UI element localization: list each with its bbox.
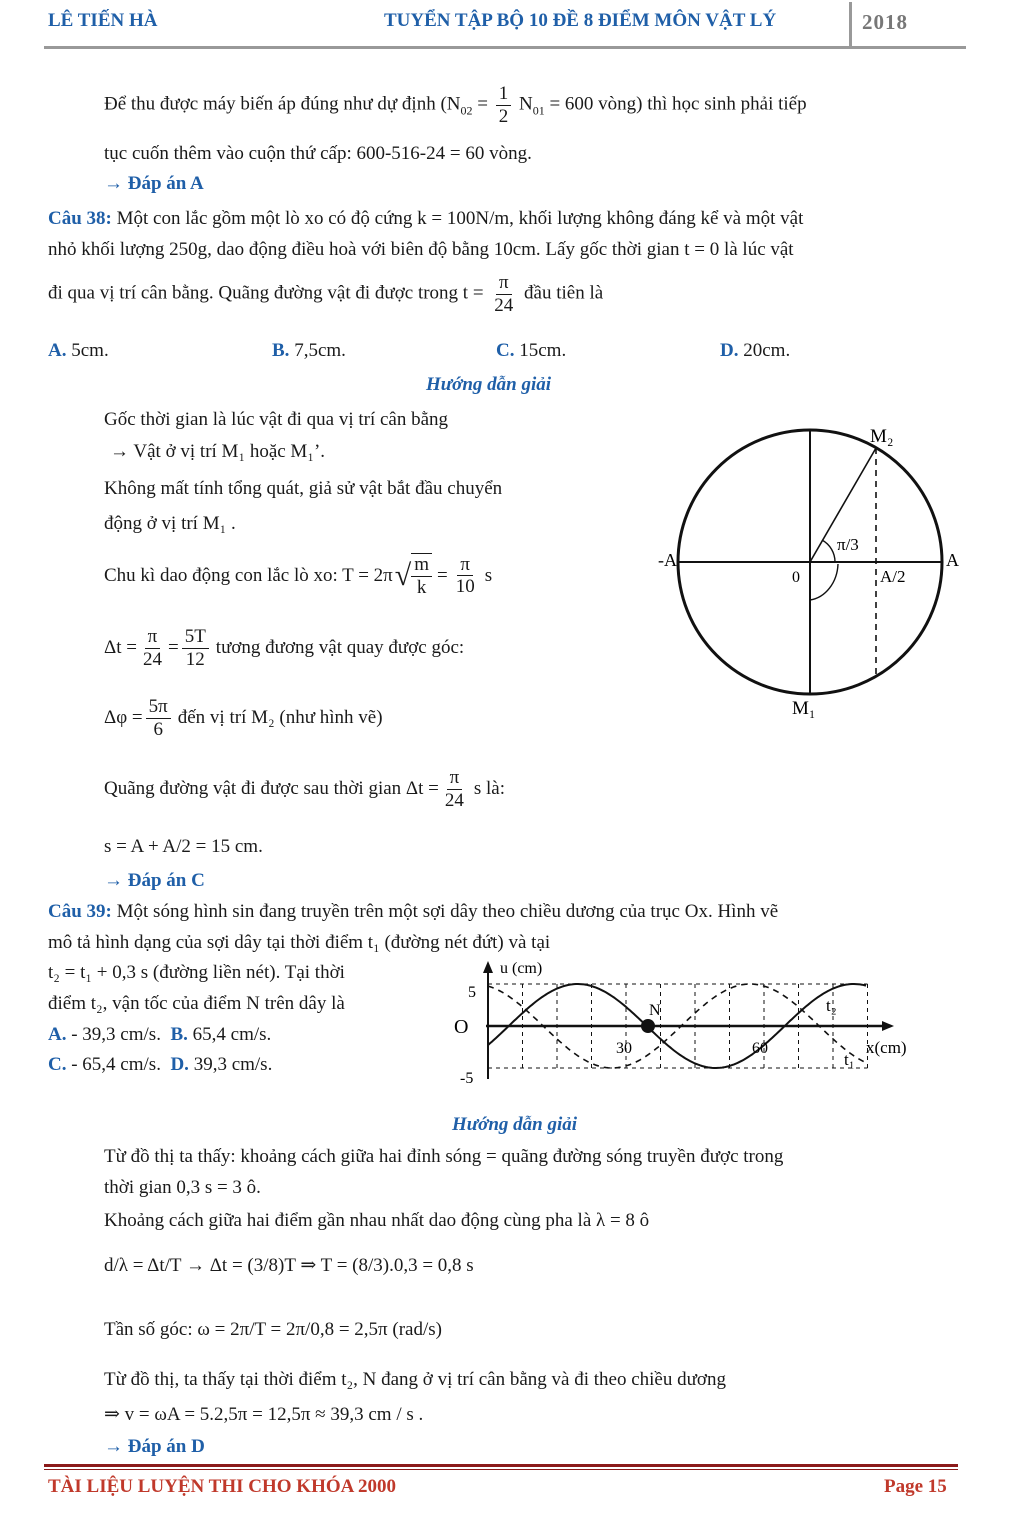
q38-option-d [720, 340, 790, 362]
q38-step3: Không mất tính tổng quát, giả sử vật bắt đầu chuyển [104, 478, 503, 499]
fraction [146, 696, 171, 741]
text: Chu kì dao động con lắc lò xo: T = 2π [104, 564, 393, 586]
text: tương đương vật quay được góc: [215, 637, 465, 659]
text: đi qua vị trí cân bằng. Quãng đường vật đi được trong t = [48, 282, 489, 304]
numerator: π [447, 767, 463, 790]
unit: s [484, 564, 493, 586]
option-key: C. [48, 1054, 67, 1075]
denominator: 2 [498, 105, 509, 127]
label-y-neg: -5 [460, 1070, 474, 1087]
option-key: D. [720, 340, 739, 361]
q38-step1: Gốc thời gian là lúc vật đi qua vị trí cân bằng [104, 409, 449, 430]
q39-velocity: ⇒ v = ωA = 5.2,5π = 12,5π ≈ 39,3 cm / s . [104, 1404, 424, 1425]
text: Δt = [104, 637, 137, 659]
answer-c: → Đáp án C [104, 870, 205, 891]
q39-guide1: Từ đồ thị ta thấy: khoảng cách giữa hai đỉnh sóng = quãng đường sóng truyền được trong [104, 1146, 784, 1167]
label-angle: π/3 [837, 535, 859, 554]
q38-option-b [272, 340, 346, 362]
q38-option-c [496, 340, 566, 362]
q39-guide3: Khoảng cách giữa hai điểm gần nhau nhất dao động cùng pha là λ = 8 ô [104, 1210, 650, 1231]
option-value: 39,3 cm/s. [188, 1054, 273, 1075]
fraction [182, 626, 209, 671]
sqrt-symbol: √ [394, 558, 412, 592]
text: đến vị trí M₂ (như hình vẽ) [177, 707, 383, 729]
q38-guide-title: Hướng dẫn giải [426, 374, 552, 395]
q38-result: s = A + A/2 = 15 cm. [104, 836, 263, 857]
q39-line2: mô tả hình dạng của sợi dây tại thời điểm t₁ (đường nét đứt) và tại [48, 932, 551, 953]
label-neg-a: -A [658, 550, 677, 570]
text: Δφ = [104, 707, 143, 729]
numerator: π [145, 626, 161, 649]
delta-t-formula [104, 626, 464, 671]
label-x30: 30 [616, 1040, 632, 1057]
option-value: 65,4 cm/s. [187, 1024, 272, 1045]
label-x60: 60 [752, 1040, 768, 1057]
text: s là: [473, 778, 506, 800]
label-origin: 0 [792, 569, 800, 586]
label-m1: M₁ [792, 698, 816, 719]
option-key: B. [272, 340, 290, 361]
denominator: 10 [455, 576, 475, 598]
label-m2: M₂ [870, 426, 894, 447]
denominator: 24 [142, 648, 162, 670]
header-divider-vertical [849, 2, 852, 46]
text: N [514, 93, 533, 115]
label-u: u (cm) [500, 960, 543, 977]
answer-a: → Đáp án A [104, 173, 204, 194]
continuation-line2: tục cuốn thêm vào cuộn thứ cấp: 600-516-24 = 60 vòng. [104, 143, 532, 164]
option-key: D. [170, 1054, 189, 1075]
text: Một sóng hình sin đang truyền trên một sợi dây theo chiều dương của trục Ox. Hình vẽ [111, 901, 779, 922]
text: Để thu được máy biến áp đúng như dự định (N [104, 93, 461, 115]
text: = [472, 93, 493, 115]
denominator: 6 [153, 718, 163, 740]
q39-options-row1 [48, 1024, 271, 1046]
q38-step2: → Vật ở vị trí M₁ hoặc M₁’. [110, 441, 326, 462]
angle-arc-pi3 [822, 540, 835, 562]
q39-guide2: thời gian 0,3 s = 3 ô. [104, 1177, 261, 1198]
label-x: x(cm) [866, 1038, 907, 1057]
numerator: 5π [146, 696, 171, 719]
y-axis-arrow [483, 961, 493, 973]
text: Một con lắc gồm một lò xo có độ cứng k = 100N/m, khối lượng không đáng kể và một vật [111, 208, 804, 229]
option-value: - 39,3 cm/s. [66, 1024, 161, 1045]
period-formula [104, 553, 492, 599]
fraction [453, 554, 478, 599]
footer-rule-bottom [44, 1469, 958, 1470]
text: Quãng đường vật đi được sau thời gian Δt = [104, 778, 439, 800]
q38-line3 [48, 272, 603, 317]
text: đầu tiên là [519, 282, 604, 304]
label-t2: t₂ [826, 996, 837, 1015]
option-value: 5cm. [66, 340, 109, 361]
label-origin: O [454, 1016, 469, 1038]
option-key: B. [170, 1024, 188, 1045]
q39-line1 [48, 901, 778, 923]
label-half-a: A/2 [880, 567, 906, 586]
equals: = [167, 637, 179, 659]
continuation-line1 [104, 83, 807, 128]
numerator: π [496, 272, 512, 295]
numerator: π [457, 554, 473, 577]
x-axis-arrow [882, 1021, 894, 1031]
q38-line1 [48, 208, 803, 230]
numerator: 5T [182, 626, 209, 649]
q39-line3: t₂ = t₁ + 0,3 s (đường liền nét). Tại thời [48, 962, 345, 983]
option-key: A. [48, 1024, 67, 1045]
q38-line2: nhỏ khối lượng 250g, dao động điều hoà với biên độ bằng 10cm. Lấy gốc thời gian t = 0 là lúc vật [48, 239, 794, 260]
label-t1: t₁ [844, 1050, 855, 1069]
question-label: Câu 39: [48, 901, 112, 922]
point-n [641, 1019, 655, 1033]
angle-arc-lower [810, 564, 838, 600]
option-value: 15cm. [514, 340, 567, 361]
wave-graph [446, 955, 926, 1090]
footer-page: Page 15 [884, 1476, 947, 1497]
fraction [140, 626, 165, 671]
header-title: TUYỂN TẬP BỘ 10 ĐỀ 8 ĐIỂM MÔN VẬT LÝ [384, 10, 777, 31]
q39-guide-title: Hướng dẫn giải [452, 1114, 578, 1135]
fraction [442, 767, 467, 812]
option-key: A. [48, 340, 67, 361]
footer-left: TÀI LIỆU LUYỆN THI CHO KHÓA 2000 [48, 1476, 397, 1497]
question-label: Câu 38: [48, 208, 112, 229]
option-value: 7,5cm. [289, 340, 346, 361]
q39-guide4: Từ đồ thị, ta thấy tại thời điểm t₂, N đang ở vị trí cân bằng và đi theo chiều dương [104, 1369, 726, 1390]
option-value: - 65,4 cm/s. [66, 1054, 161, 1075]
header-rule [44, 46, 966, 49]
footer-rule-top [44, 1464, 958, 1467]
q38-option-a [48, 340, 109, 362]
sqrt-fraction [411, 553, 432, 599]
numerator: 1 [496, 83, 512, 106]
subscript: 01 [532, 103, 545, 118]
distance-formula [104, 767, 505, 812]
denominator: k [416, 576, 427, 598]
denominator: 12 [185, 648, 205, 670]
answer-d: → Đáp án D [104, 1436, 205, 1457]
denominator: 24 [494, 294, 514, 316]
label-n: N [649, 1002, 661, 1019]
fraction [496, 83, 512, 128]
header-author: LÊ TIẾN HÀ [48, 10, 158, 31]
q39-formula-omega: Tần số góc: ω = 2π/T = 2π/0,8 = 2,5π (rad/s) [104, 1319, 442, 1340]
label-y-pos: 5 [468, 984, 476, 1001]
option-key: C. [496, 340, 515, 361]
option-value: 20cm. [738, 340, 791, 361]
numerator: m [411, 554, 432, 577]
q38-step4: động ở vị trí M₁ . [104, 513, 236, 534]
q39-formula-period: d/λ = Δt/T → Δt = (3/8)T ⇒ T = (8/3).0,3 = 0,8 s [104, 1255, 474, 1276]
denominator: 24 [444, 789, 464, 811]
delta-phi-formula [104, 696, 383, 741]
subscript: 02 [460, 103, 473, 118]
q39-options-row2 [48, 1054, 272, 1076]
q39-line4: điểm t₂, vận tốc của điểm N trên dây là [48, 993, 345, 1014]
header-year: 2018 [862, 10, 908, 34]
label-pos-a: A [946, 550, 959, 570]
circle-diagram [650, 420, 970, 730]
fraction [491, 272, 516, 317]
equals: = [437, 564, 448, 586]
text: = 600 vòng) thì học sinh phải tiếp [544, 93, 807, 115]
